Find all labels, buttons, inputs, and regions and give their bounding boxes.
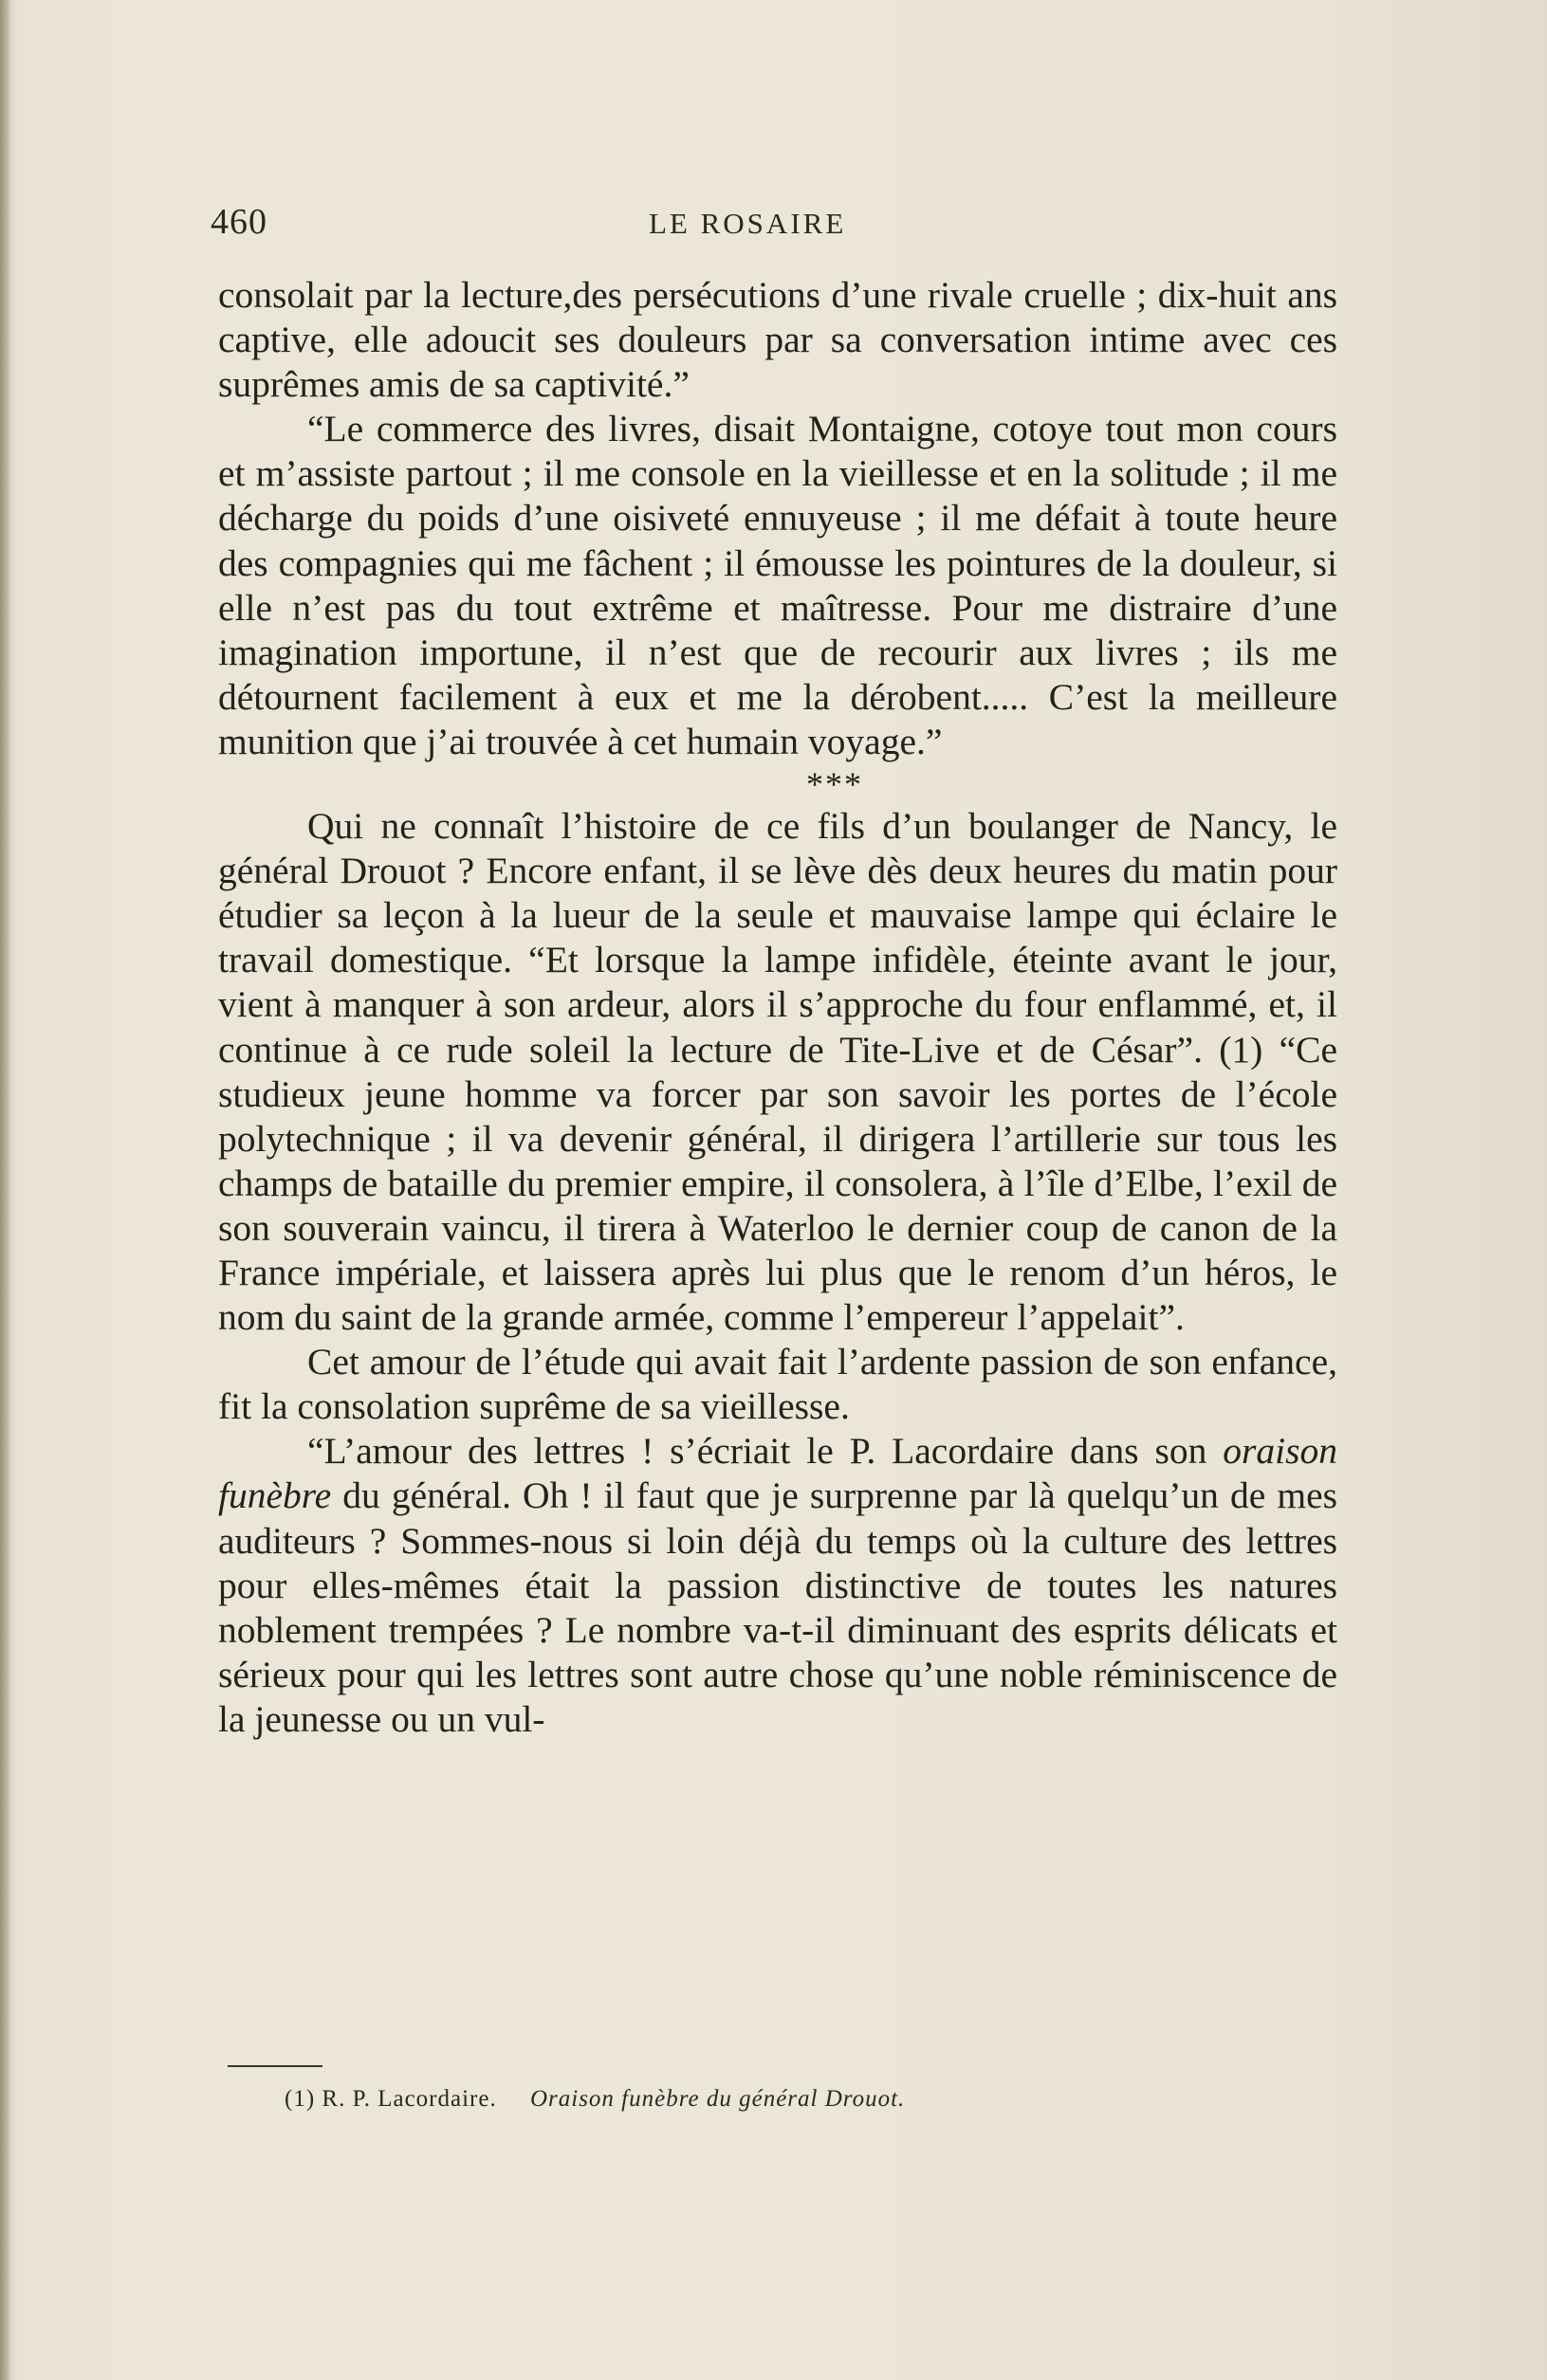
italic-title: oraison funèbre xyxy=(218,1430,1337,1517)
running-header xyxy=(211,201,1339,248)
text-run: du général. Oh ! il faut que je surprenne par là quelqu’un de mes auditeurs ? Sommes-nous si loin déjà du temps où la culture des lettres pour elles-mêmes était la passion distinctive de toutes les natures noblement trempées ? Le nombre va-t-il diminuant des esprits délicats et sérieux pour qui les lettres sont autre chose qu’une noble réminiscence de la jeunesse ou un vul- xyxy=(218,1474,1337,1740)
page-binding-edge xyxy=(0,0,9,2380)
paragraph: consolait par la lecture,des persécutions d’une rivale cruelle ; dix-huit ans captive, elle adoucit ses douleurs par sa conversation intime avec ces suprêmes amis de sa captivité.” xyxy=(218,274,1337,406)
running-title: LE ROSAIRE xyxy=(649,207,847,240)
footnote-rule xyxy=(228,2065,322,2067)
footnote-work: Oraison funèbre du général Drouot. xyxy=(529,2086,906,2112)
paragraph: Cet amour de l’étude qui avait fait l’ardente passion de son enfance, fit la consolation suprême de sa vieillesse. xyxy=(218,1341,1337,1428)
paragraph: Qui ne connaît l’histoire de ce fils d’un boulanger de Nancy, le général Drouot ? Encore enfant, il se lève dès deux heures du matin pour étudier sa leçon à la lueur de la seule et mauvaise lampe qui éclaire le travail domestique. “Et lorsque la lampe infidèle, éteinte avant le jour, vient à manquer à son ardeur, alors il s’approche du four enflammé, et, il continue à ce rude soleil la lecture de Tite-Live et de César”. (1) “Ce studieux jeune homme va forcer par son savoir les portes de l’école polytechnique ; il va devenir général, il dirigera l’artillerie sur tous les champs de bataille du premier empire, il consolera, à l’île d’Elbe, l’exil de son souverain vaincu, il tirera à Waterloo le dernier coup de canon de la France impériale, et laissera après lui plus que le renom d’un héros, le nom du saint de la grande armée, comme l’empereur l’appelait”. xyxy=(218,805,1337,1339)
footnote xyxy=(285,2086,1328,2113)
footnote-marker: (1) xyxy=(285,2086,316,2112)
text-run: “L’amour des lettres ! s’écriait le P. Lacordaire dans son xyxy=(307,1430,1224,1473)
footnote-author: R. P. Lacordaire. xyxy=(322,2086,497,2112)
section-break-asterisks: *** xyxy=(806,765,863,804)
body-text xyxy=(218,273,1337,1742)
page-number: 460 xyxy=(211,202,267,242)
paragraph: “Le commerce des livres, disait Montaigne, cotoye tout mon cours et m’assiste partout ; il me console en la vieillesse et en la solitude ; il me décharge du poids d’une oisiveté ennuyeuse ; il me défait à toute heure des compagnies qui me fâchent ; il émousse les pointures de la douleur, si elle n’est pas du tout extrême et maîtresse. Pour me distraire d’une imagination importune, il n’est que de recourir aux livres ; ils me détournent facilement à eux et me la dérobent..... C’est la meilleure munition que j’ai trouvée à cet humain voyage.” xyxy=(218,408,1337,762)
paragraph xyxy=(218,1429,1337,1742)
